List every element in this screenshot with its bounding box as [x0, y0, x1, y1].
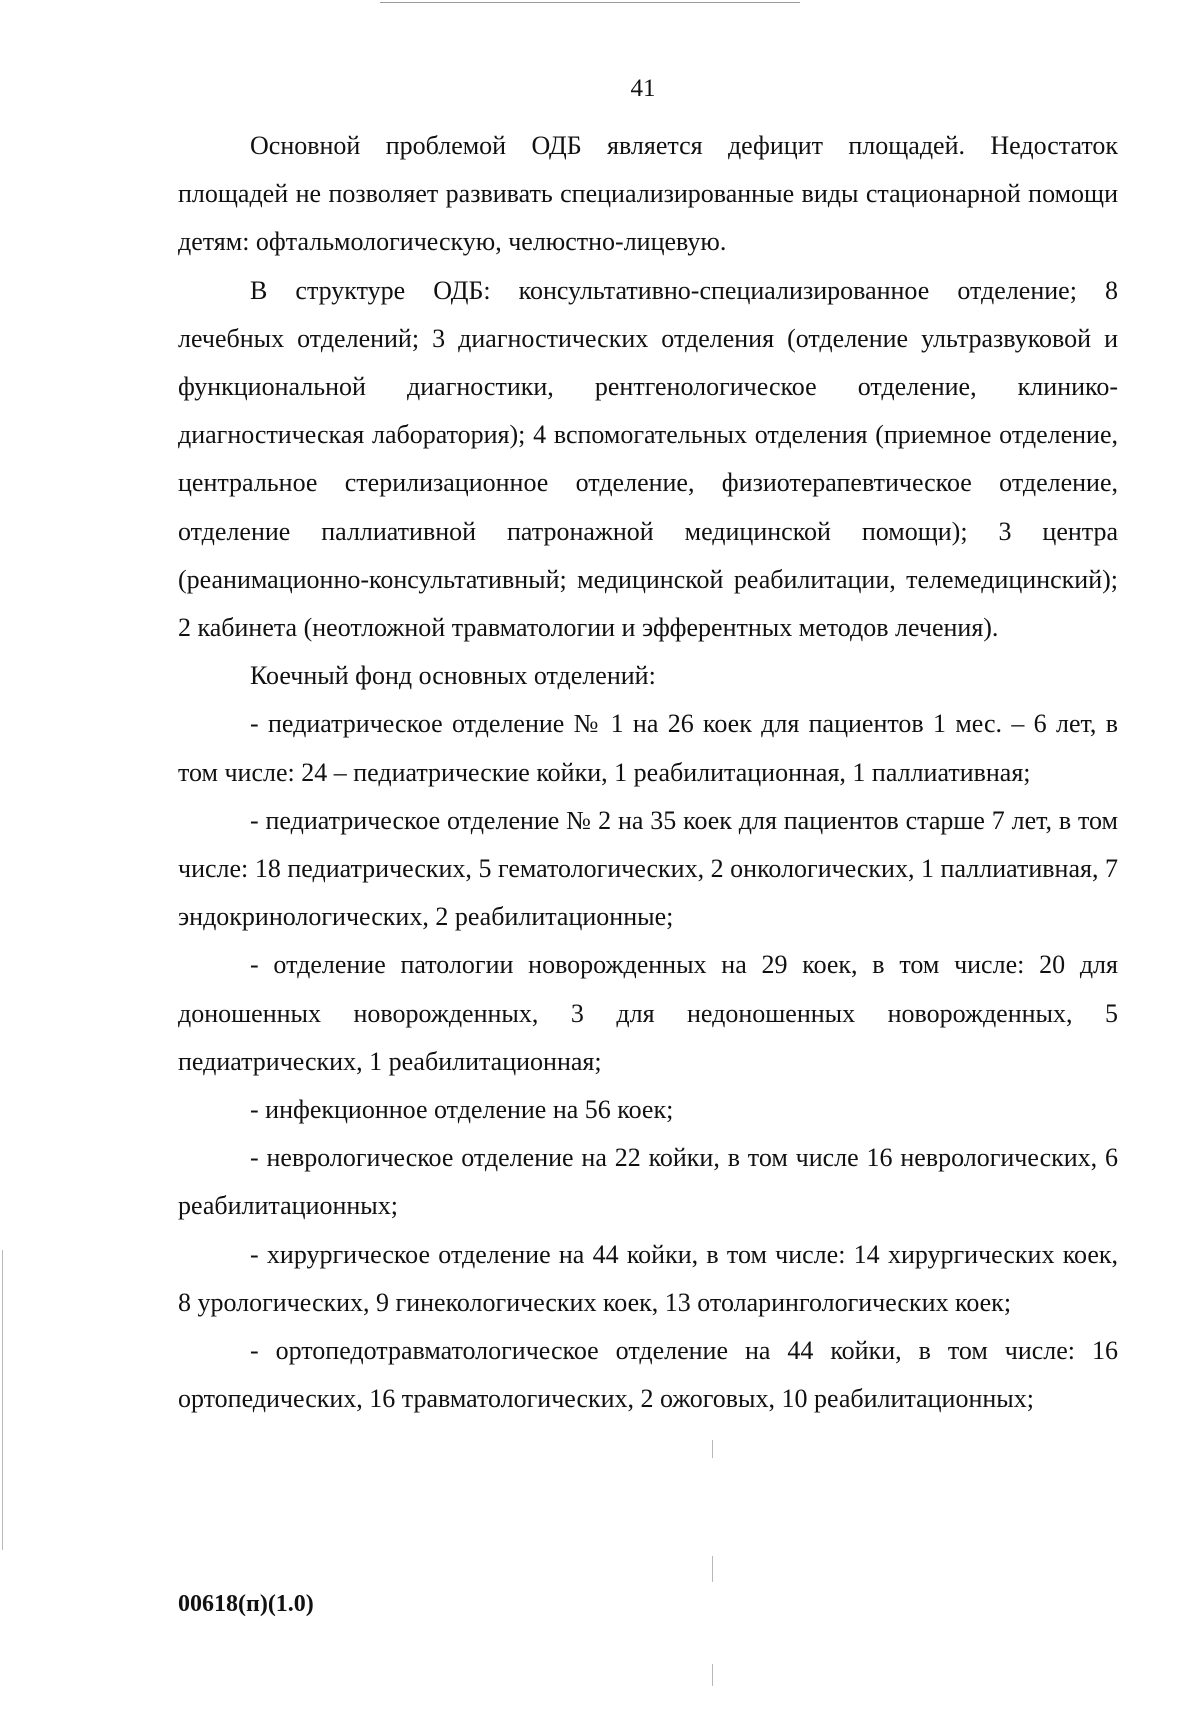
scan-mark	[712, 1440, 713, 1458]
document-code: 00618(п)(1.0)	[178, 1591, 314, 1617]
list-item-pediatric-1: - педиатрическое отделение № 1 на 26 коек для пациентов 1 мес. – 6 лет, в том числе: 24 – педиатрические койки, 1 реабилитационная, 1 паллиативная;	[178, 709, 1118, 787]
top-rule	[380, 2, 800, 3]
list-item-surgery: - хирургическое отделение на 44 койки, в том числе: 14 хирургических коек, 8 урологических, 9 гинекологических коек, 13 отоларингологических коек;	[178, 1239, 1118, 1317]
paragraph-space-deficit: Основной проблемой ОДБ является дефицит площадей. Недостаток площадей не позволяет развивать специализированные виды стационарной помощи детям: офтальмологическую, челюстно-лицевую.	[178, 131, 1118, 257]
list-item-neonatal: - отделение патологии новорожденных на 29 коек, в том числе: 20 для доношенных новорожденных, 3 для недоношенных новорожденных, 5 педиатрических, 1 реабилитационная;	[178, 950, 1118, 1076]
page-number: 41	[630, 75, 656, 102]
list-item-infectious: - инфекционное отделение на 56 коек;	[250, 1095, 674, 1125]
list-item-neurology: - неврологическое отделение на 22 койки, в том числе 16 неврологических, 6 реабилитационных;	[178, 1143, 1118, 1221]
list-item-orthopedic-trauma: - ортопедотравматологическое отделение на 44 койки, в том числе: 16 ортопедических, 16 травматологических, 2 ожоговых, 10 реабилитационных;	[178, 1336, 1118, 1414]
scan-mark	[2, 1250, 3, 1550]
scan-mark	[712, 1556, 713, 1582]
paragraph-structure: В структуре ОДБ: консультативно-специализированное отделение; 8 лечебных отделений; 3 диагностических отделения (отделение ультразвуковой и функциональной диагностики, рентгенологическое отделение, клинико-диагностическая лаборатория); 4 вспомогательных отделения (приемное отделение, центральное стерилизационное отделение, физиотерапевтическое отделение, отделение паллиативной патронажной медицинской помощи); 3 центра (реанимационно-консультативный; медицинской реабилитации, телемедицинский); 2 кабинета (неотложной травматологии и эфферентных методов лечения).	[178, 275, 1118, 643]
body-text	[178, 122, 1118, 1423]
list-item-pediatric-2: - педиатрическое отделение № 2 на 35 коек для пациентов старше 7 лет, в том числе: 18 педиатрических, 5 гематологических, 2 онкологических, 1 паллиативная, 7 эндокринологических, 2 реабилитационные;	[178, 805, 1118, 932]
scan-mark	[712, 1664, 713, 1686]
paragraph-bed-fund-heading: Коечный фонд основных отделений:	[250, 661, 656, 691]
